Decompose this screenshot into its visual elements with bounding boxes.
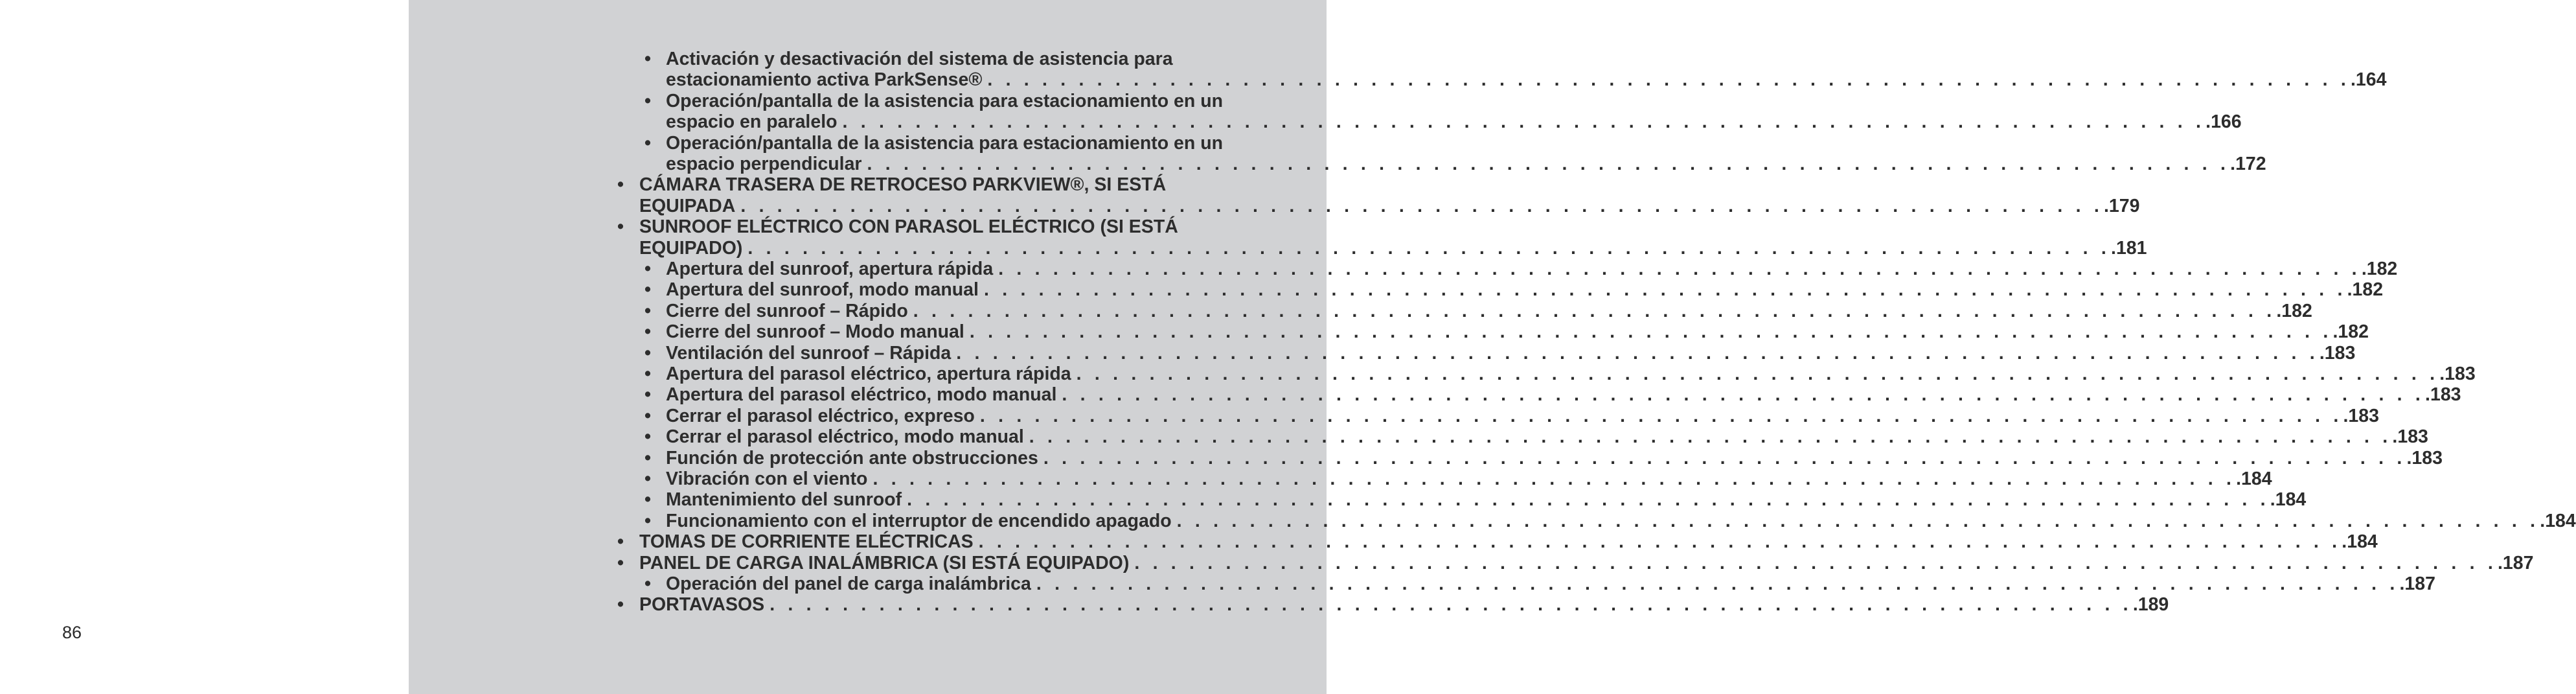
bullet-icon: • [617, 174, 624, 196]
bullet-icon: • [644, 447, 651, 468]
dot-leader: . . . . . . . . . . . . . . . . . . . . . . . . . . . . . . . . . . . . . . . . . . . . . . . . . . . . . . . . . . . . . . . . . . . . . . . . . . . [872, 468, 2236, 489]
toc-entry-label: Operación del panel de carga inalámbrica [666, 573, 1031, 594]
toc-entry-label: Apertura del parasol eléctrico, apertura rápida [666, 364, 1071, 384]
toc-entry-label: Cierre del sunroof – Rápido [666, 300, 908, 321]
bullet-icon: • [644, 342, 651, 364]
toc-entry-page-number: .187 [2497, 552, 2534, 573]
toc-entry-page-number: .189 [2132, 594, 2169, 616]
bullet-icon: • [644, 573, 651, 594]
toc-entry-page-number: .182 [2276, 300, 2312, 321]
toc-entry[interactable] [666, 405, 2379, 426]
toc-entry[interactable] [666, 321, 2369, 343]
toc-entry[interactable] [639, 195, 2140, 216]
toc-entry-label: EQUIPADO) [639, 237, 743, 259]
dot-leader: . . . . . . . . . . . . . . . . . . . . . . . . . . . . . . . . . . . . . . . . . . . . . . . . . . . . . . . . . . . . . . . . . . . . . . . . . . . [1062, 384, 2425, 406]
toc-entry[interactable] [666, 468, 2272, 489]
toc-entry[interactable] [666, 364, 2476, 384]
toc-entry-title-line: Operación/pantalla de la asistencia para estacionamiento en un [666, 90, 1224, 111]
dot-leader: . . . . . . . . . . . . . . . . . . . . . . . . . . . . . . . . . . . . . . . . . . . . . . . . . . . . . . . . . . . . . . . . . . . . . . . . . . . [978, 531, 2342, 553]
page-number: 86 [62, 623, 82, 642]
bullet-icon: • [644, 90, 651, 111]
toc-entry-page-number: .182 [2347, 279, 2384, 301]
toc-entry-label: Vibración con el viento [666, 468, 868, 489]
toc-entry[interactable] [666, 69, 2387, 91]
toc-entry-label: PORTAVASOS [639, 594, 765, 616]
toc-entry-label: Apertura del parasol eléctrico, modo manual [666, 384, 1057, 406]
bullet-icon: • [617, 594, 624, 616]
left-page [0, 0, 409, 694]
dot-leader: . . . . . . . . . . . . . . . . . . . . . . . . . . . . . . . . . . . . . . . . . . . . . . . . . . . . . . . . . . . . . . . . . . . . . . . . . . . [1134, 552, 2497, 573]
toc-entry[interactable] [666, 384, 2461, 406]
toc-entry-page-number: .172 [2230, 154, 2266, 174]
bullet-icon: • [644, 510, 651, 531]
toc-entry[interactable] [666, 111, 2242, 133]
bullet-icon: • [644, 279, 651, 301]
toc-entry-page-number: .184 [2540, 510, 2576, 531]
toc-entry-page-number: .183 [2439, 364, 2476, 384]
toc-entry-label: espacio perpendicular [666, 154, 862, 174]
bullet-icon: • [644, 384, 651, 406]
toc-entry[interactable] [639, 237, 2147, 259]
toc-entry-page-number: .179 [2103, 195, 2140, 216]
toc-entry-page-number: .182 [2361, 259, 2398, 279]
bullet-icon: • [644, 300, 651, 321]
bullet-icon: • [644, 132, 651, 154]
bullet-icon: • [644, 49, 651, 69]
bullet-icon: • [617, 216, 624, 238]
toc-entry-title-line: Activación y desactivación del sistema de asistencia para [666, 49, 1173, 69]
toc-entry[interactable] [666, 279, 2384, 301]
toc-entry-title-line: Operación/pantalla de la asistencia para estacionamiento en un [666, 132, 1224, 154]
dot-leader: . . . . . . . . . . . . . . . . . . . . . . . . . . . . . . . . . . . . . . . . . . . . . . . . . . . . . . . . . . . . . . . . . . . . . . . . . . . [987, 69, 2350, 91]
bullet-icon: • [644, 426, 651, 448]
dot-leader: . . . . . . . . . . . . . . . . . . . . . . . . . . . . . . . . . . . . . . . . . . . . . . . . . . . . . . . . . . . . . . . . . . . . . . . . . . . [907, 489, 2270, 511]
dot-leader: . . . . . . . . . . . . . . . . . . . . . . . . . . . . . . . . . . . . . . . . . . . . . . . . . . . . . . . . . . . . . . . . . . . . . . . . . . . [1029, 426, 2392, 448]
toc-entry-page-number: .164 [2350, 69, 2387, 91]
toc-entry-page-number: .184 [2342, 531, 2378, 553]
dot-leader: . . . . . . . . . . . . . . . . . . . . . . . . . . . . . . . . . . . . . . . . . . . . . . . . . . . . . . . . . . . . . . . . . . . . . . . . . . . [979, 405, 2343, 426]
dot-leader: . . . . . . . . . . . . . . . . . . . . . . . . . . . . . . . . . . . . . . . . . . . . . . . . . . . . . . . . . . . . . . . . . . . . . . . . . . . [983, 279, 2347, 301]
toc-entry-label: estacionamiento activa ParkSense® [666, 69, 983, 91]
dot-leader: . . . . . . . . . . . . . . . . . . . . . . . . . . . . . . . . . . . . . . . . . . . . . . . . . . . . . . . . . . . . . . . . . . . . . . . . . . . [842, 111, 2206, 133]
toc-entry-label: Apertura del sunroof, apertura rápida [666, 259, 994, 279]
toc-entry-label: TOMAS DE CORRIENTE ELÉCTRICAS [639, 531, 974, 553]
toc-entry-label: PANEL DE CARGA INALÁMBRICA (SI ESTÁ EQUIPADO) [639, 552, 1130, 573]
toc-entry-page-number: .183 [2343, 405, 2379, 426]
dot-leader: . . . . . . . . . . . . . . . . . . . . . . . . . . . . . . . . . . . . . . . . . . . . . . . . . . . . . . . . . . . . . . . . . . . . . . . . . . . [1036, 573, 2399, 594]
bullet-icon: • [644, 405, 651, 426]
toc-entry[interactable] [639, 552, 2534, 573]
dot-leader: . . . . . . . . . . . . . . . . . . . . . . . . . . . . . . . . . . . . . . . . . . . . . . . . . . . . . . . . . . . . . . . . . . . . . . . . . . . [769, 594, 2132, 616]
toc-entry[interactable] [666, 489, 2307, 511]
toc-entry[interactable] [639, 594, 2169, 616]
toc-entry[interactable] [666, 573, 2435, 594]
toc-entry[interactable] [666, 154, 2266, 174]
toc-entry-page-number: .183 [2425, 384, 2461, 406]
toc-entry-title-line: CÁMARA TRASERA DE RETROCESO PARKVIEW®, SI ESTÁ [639, 174, 1167, 196]
toc-entry[interactable] [666, 426, 2428, 448]
toc-entry-page-number: .183 [2319, 342, 2356, 364]
toc-entry-label: Cerrar el parasol eléctrico, expreso [666, 405, 975, 426]
dot-leader: . . . . . . . . . . . . . . . . . . . . . . . . . . . . . . . . . . . . . . . . . . . . . . . . . . . . . . . . . . . . . . . . . . . . . . . . . . . [1043, 447, 2406, 468]
dot-leader: . . . . . . . . . . . . . . . . . . . . . . . . . . . . . . . . . . . . . . . . . . . . . . . . . . . . . . . . . . . . . . . . . . . . . . . . . . . [1176, 510, 2540, 531]
toc-entry[interactable] [666, 447, 2443, 468]
toc-entry-page-number: .183 [2406, 447, 2443, 468]
bullet-icon: • [617, 552, 624, 573]
dot-leader: . . . . . . . . . . . . . . . . . . . . . . . . . . . . . . . . . . . . . . . . . . . . . . . . . . . . . . . . . . . . . . . . . . . . . . . . . . . [956, 342, 2319, 364]
dot-leader: . . . . . . . . . . . . . . . . . . . . . . . . . . . . . . . . . . . . . . . . . . . . . . . . . . . . . . . . . . . . . . . . . . . . . . . . . . . [913, 300, 2276, 321]
toc-entry-label: Función de protección ante obstrucciones [666, 447, 1038, 468]
toc-entry[interactable] [666, 342, 2356, 364]
toc-entry[interactable] [666, 510, 2576, 531]
dot-leader: . . . . . . . . . . . . . . . . . . . . . . . . . . . . . . . . . . . . . . . . . . . . . . . . . . . . . . . . . . . . . . . . . . . . . . . . . . . [969, 321, 2332, 343]
toc-entry-label: Mantenimiento del sunroof [666, 489, 902, 511]
bullet-icon: • [644, 364, 651, 384]
toc-entry-page-number: .187 [2399, 573, 2435, 594]
bullet-icon: • [617, 531, 624, 553]
dot-leader: . . . . . . . . . . . . . . . . . . . . . . . . . . . . . . . . . . . . . . . . . . . . . . . . . . . . . . . . . . . . . . . . . . . . . . . . . . . [740, 195, 2103, 216]
toc-entry[interactable] [666, 300, 2312, 321]
toc-entry-label: Ventilación del sunroof – Rápida [666, 342, 952, 364]
toc-entry-page-number: .183 [2392, 426, 2428, 448]
toc-entry-page-number: .182 [2332, 321, 2369, 343]
bullet-icon: • [644, 489, 651, 511]
toc-entry-page-number: .166 [2206, 111, 2242, 133]
dot-leader: . . . . . . . . . . . . . . . . . . . . . . . . . . . . . . . . . . . . . . . . . . . . . . . . . . . . . . . . . . . . . . . . . . . . . . . . . . . [867, 154, 2230, 174]
toc-entry-page-number: .181 [2111, 237, 2147, 259]
toc-entry-page-number: .184 [2236, 468, 2272, 489]
toc-entry-page-number: .184 [2270, 489, 2307, 511]
toc-entry-label: Cerrar el parasol eléctrico, modo manual [666, 426, 1024, 448]
right-page [409, 0, 2576, 694]
dot-leader: . . . . . . . . . . . . . . . . . . . . . . . . . . . . . . . . . . . . . . . . . . . . . . . . . . . . . . . . . . . . . . . . . . . . . . . . . . . [1076, 364, 2439, 384]
bullet-icon: • [644, 468, 651, 489]
bullet-icon: • [644, 259, 651, 279]
toc-entry-label: Funcionamiento con el interruptor de encendido apagado [666, 510, 1172, 531]
toc-entry-label: Apertura del sunroof, modo manual [666, 279, 979, 301]
toc-entry-title-line: SUNROOF ELÉCTRICO CON PARASOL ELÉCTRICO (SI ESTÁ [639, 216, 1178, 238]
dot-leader: . . . . . . . . . . . . . . . . . . . . . . . . . . . . . . . . . . . . . . . . . . . . . . . . . . . . . . . . . . . . . . . . . . . . . . . . . . . [747, 237, 2111, 259]
dot-leader: . . . . . . . . . . . . . . . . . . . . . . . . . . . . . . . . . . . . . . . . . . . . . . . . . . . . . . . . . . . . . . . . . . . . . . . . . . . [998, 259, 2361, 279]
toc-entry-label: Cierre del sunroof – Modo manual [666, 321, 964, 343]
toc-entry-label: espacio en paralelo [666, 111, 838, 133]
bullet-icon: • [644, 321, 651, 343]
toc-entry[interactable] [666, 259, 2398, 279]
toc-entry[interactable] [639, 531, 2378, 553]
toc-entry-label: EQUIPADA [639, 195, 736, 216]
